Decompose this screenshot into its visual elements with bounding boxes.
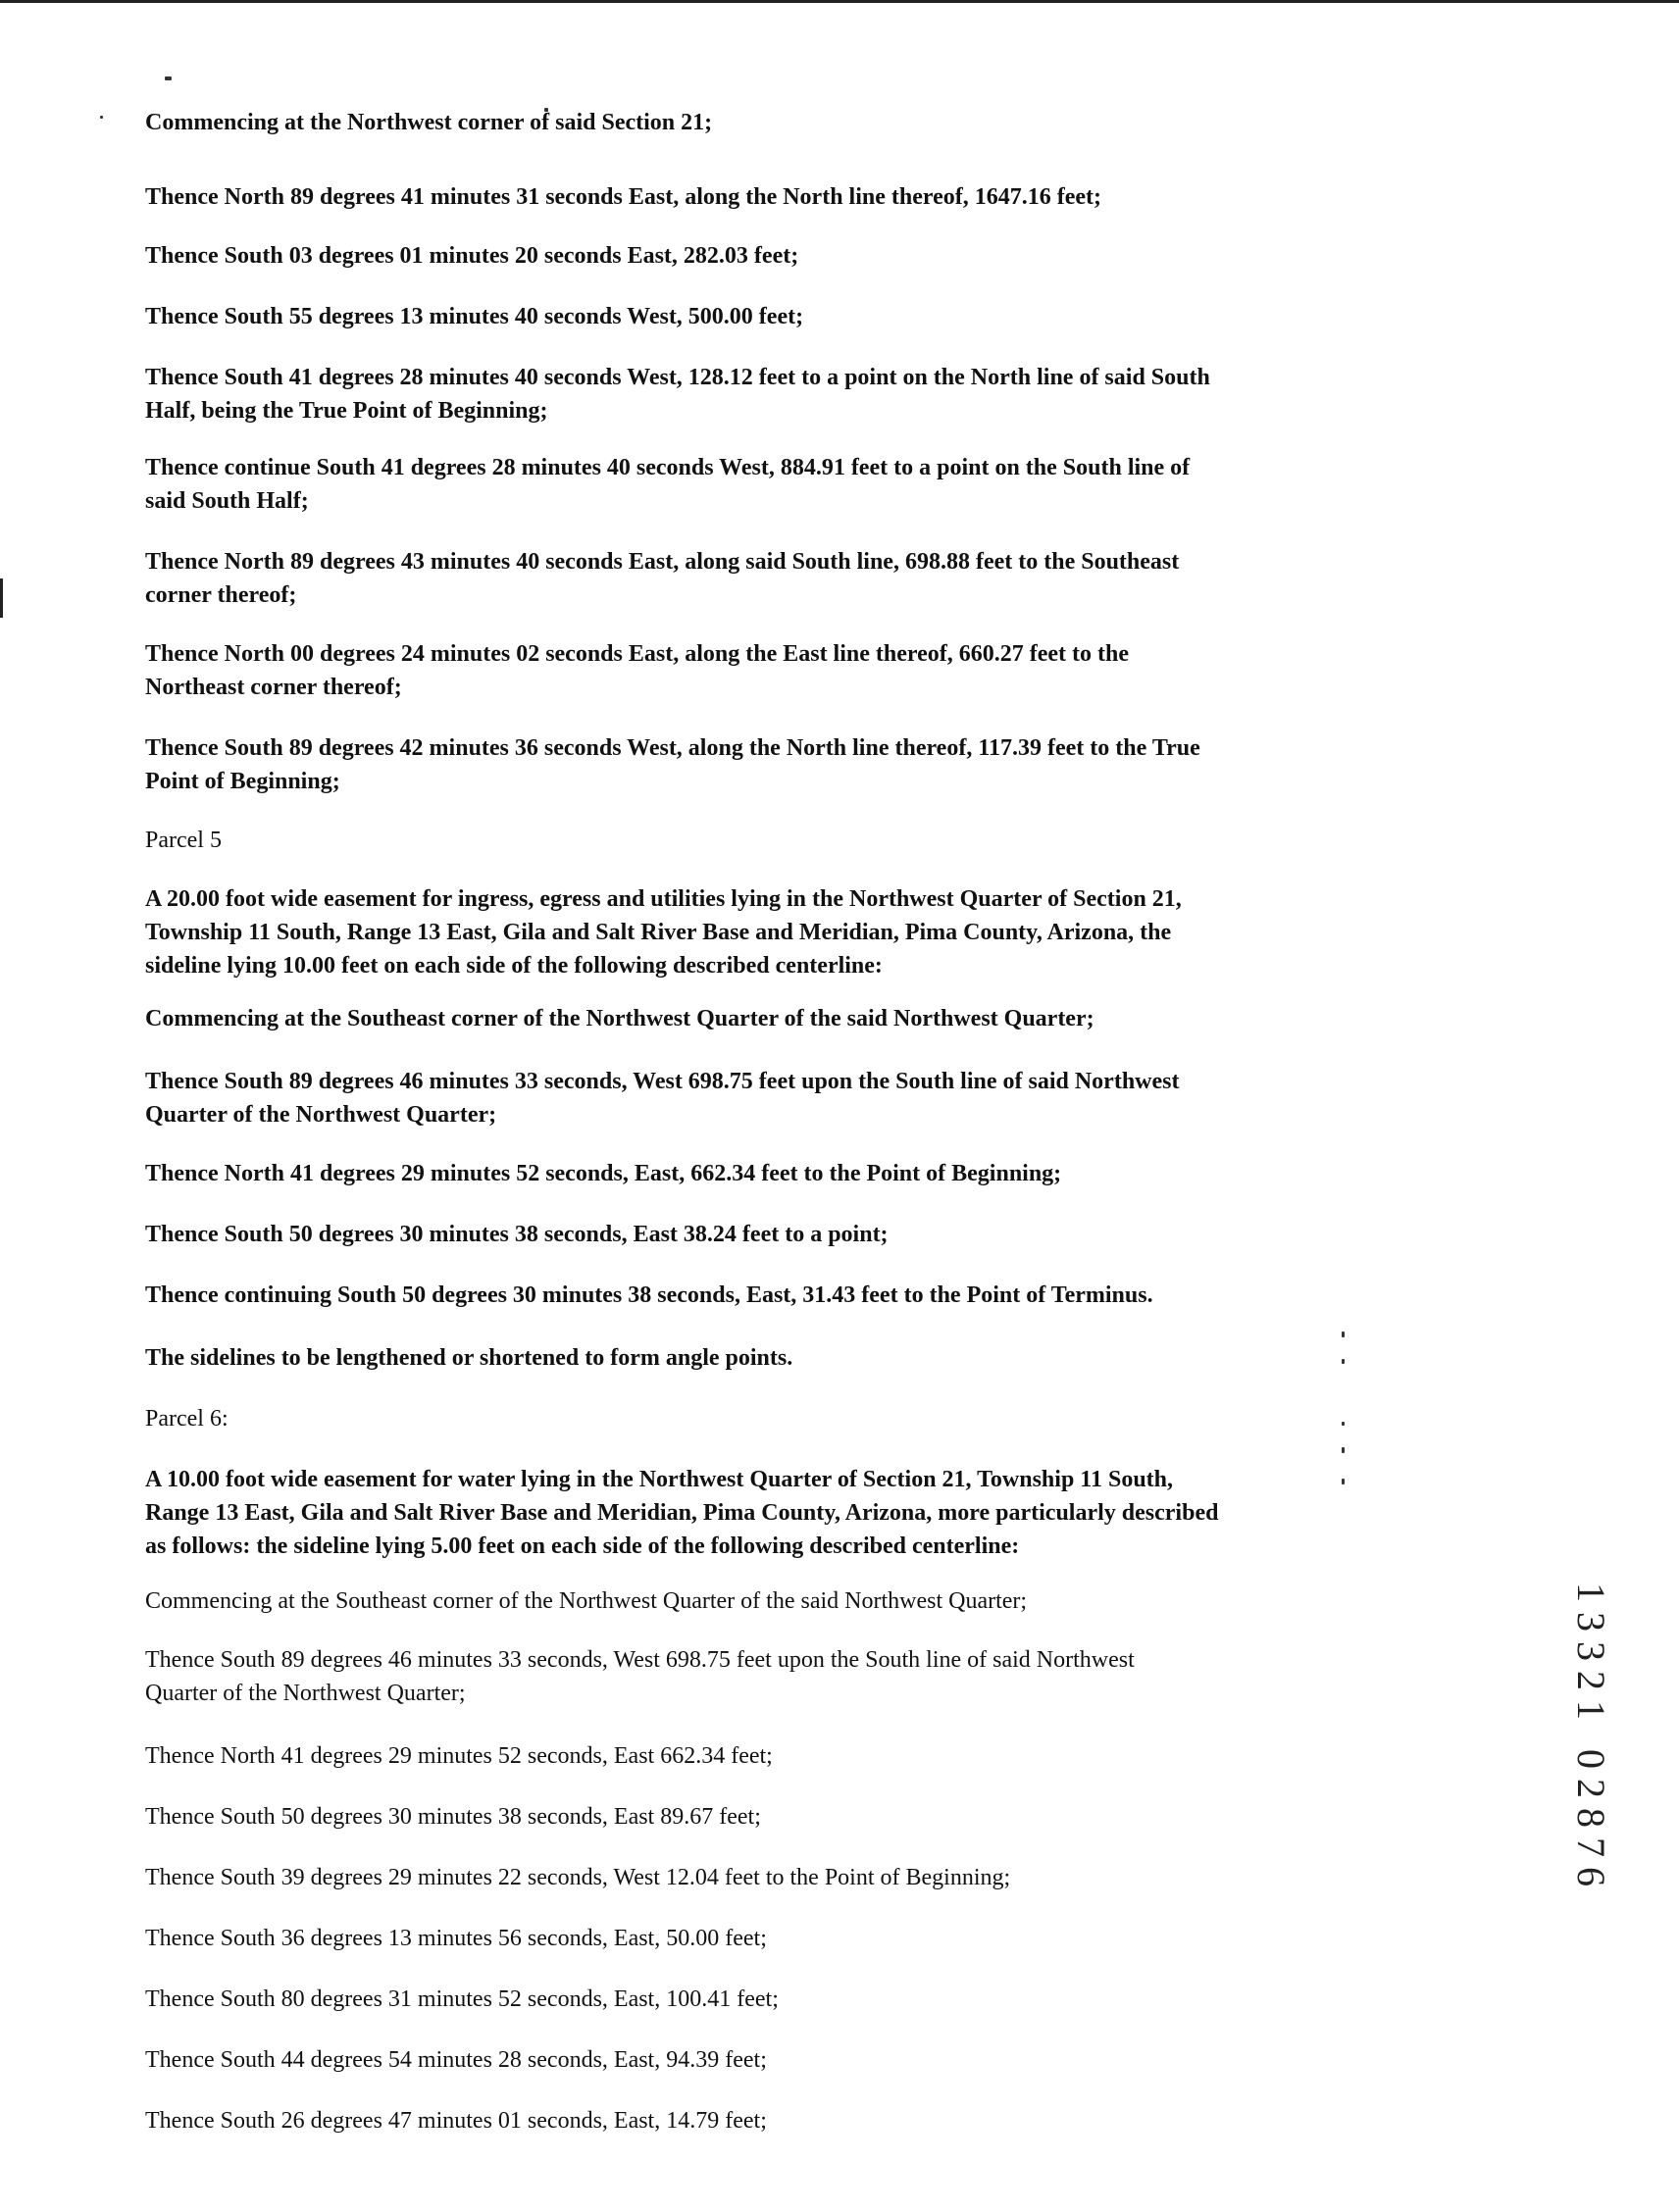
paragraph-course: Thence South 41 degrees 28 minutes 40 seconds West, 128.12 feet to a point on the North line of said South Half, being the True Point of Beginning; [145, 365, 1210, 424]
recording-page-stamp: 13321 02876 [1569, 1583, 1613, 1896]
scan-speck [1342, 1332, 1345, 1337]
scan-speck [1342, 1359, 1345, 1364]
paragraph-course: Thence continue South 41 degrees 28 minutes 40 seconds West, 884.91 feet to a point on the South line of said South Half; [145, 455, 1191, 514]
parcel-6-description: A 10.00 foot wide easement for water lying in the Northwest Quarter of Section 21, Township 11 South, Range 13 East, Gila and Salt River Base and Meridian, Pima County, Arizona, more particularly described as follows: the sideline lying 5.00 feet on each side of the following described centerline: [145, 1467, 1219, 1559]
paragraph-commencing: Commencing at the Northwest corner of said Section 21; [145, 110, 713, 135]
paragraph-course: Thence South 03 degrees 01 minutes 20 seconds East, 282.03 feet; [145, 243, 799, 269]
paragraph-course: Thence North 89 degrees 43 minutes 40 seconds East, along said South line, 698.88 feet to the Southeast corner thereof; [145, 549, 1180, 608]
scan-speck [1342, 1479, 1345, 1484]
paragraph-course: Thence South 26 degrees 47 minutes 01 seconds, East, 14.79 feet; [145, 2108, 767, 2134]
top-scan-edge [0, 0, 1679, 3]
scan-speck [1342, 1447, 1345, 1453]
paragraph-course: Thence South 36 degrees 13 minutes 56 seconds, East, 50.00 feet; [145, 1926, 767, 1951]
paragraph-commencing: Commencing at the Southeast corner of the Northwest Quarter of the said Northwest Quarter; [145, 1588, 1028, 1614]
paragraph-course: Thence South 55 degrees 13 minutes 40 seconds West, 500.00 feet; [145, 304, 804, 329]
scan-speck [1342, 1422, 1345, 1426]
paragraph-commencing: Commencing at the Southeast corner of the Northwest Quarter of the said Northwest Quarter; [145, 1006, 1094, 1031]
paragraph-course: Thence continuing South 50 degrees 30 minutes 38 seconds, East, 31.43 feet to the Point of Terminus. [145, 1282, 1153, 1308]
scan-speck [165, 76, 172, 80]
paragraph-course: Thence North 00 degrees 24 minutes 02 seconds East, along the East line thereof, 660.27 feet to the Northeast corner thereof; [145, 641, 1130, 700]
paragraph-course: Thence South 39 degrees 29 minutes 22 seconds, West 12.04 feet to the Point of Beginning; [145, 1865, 1011, 1890]
paragraph-course: Thence South 89 degrees 42 minutes 36 seconds West, along the North line thereof, 117.39 feet to the True Point of Beginning; [145, 735, 1200, 794]
paragraph-course: Thence North 89 degrees 41 minutes 31 seconds East, along the North line thereof, 1647.16 feet; [145, 184, 1102, 210]
parcel-5-heading: Parcel 5 [145, 828, 222, 853]
paragraph-course: Thence North 41 degrees 29 minutes 52 seconds, East, 662.34 feet to the Point of Beginning; [145, 1161, 1062, 1186]
paragraph-course: Thence South 89 degrees 46 minutes 33 seconds, West 698.75 feet upon the South line of said Northwest Quarter of the Northwest Quarter; [145, 1647, 1135, 1706]
paragraph-course: Thence South 80 degrees 31 minutes 52 seconds, East, 100.41 feet; [145, 1986, 779, 2012]
paragraph-course: Thence South 89 degrees 46 minutes 33 seconds, West 698.75 feet upon the South line of said Northwest Quarter of the Northwest Quarter; [145, 1069, 1180, 1128]
paragraph-course: Thence South 44 degrees 54 minutes 28 seconds, East, 94.39 feet; [145, 2047, 767, 2073]
left-margin-mark [0, 578, 3, 618]
parcel-6-heading: Parcel 6: [145, 1406, 229, 1432]
paragraph-course: Thence North 41 degrees 29 minutes 52 seconds, East 662.34 feet; [145, 1743, 773, 1769]
paragraph-sideline-note: The sidelines to be lengthened or shortened to form angle points. [145, 1345, 793, 1371]
scan-speck [100, 116, 103, 119]
parcel-5-description: A 20.00 foot wide easement for ingress, egress and utilities lying in the Northwest Quarter of Section 21, Township 11 South, Range 13 East, Gila and Salt River Base and Meridian, Pima County, Arizona, the sideline lying 10.00 feet on each side of the following described centerline: [145, 886, 1182, 979]
paragraph-course: Thence South 50 degrees 30 minutes 38 seconds, East 89.67 feet; [145, 1804, 761, 1830]
paragraph-course: Thence South 50 degrees 30 minutes 38 seconds, East 38.24 feet to a point; [145, 1222, 889, 1247]
